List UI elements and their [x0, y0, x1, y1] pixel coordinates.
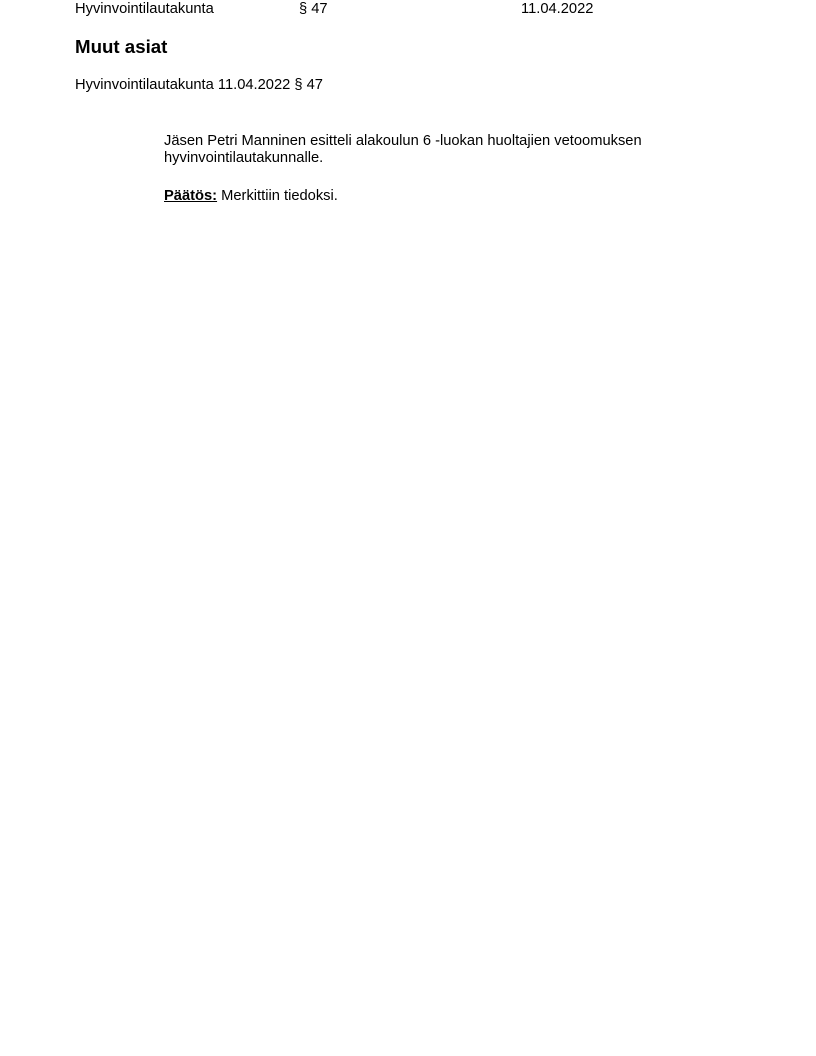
subject-line: Hyvinvointilautakunta 11.04.2022 § 47 [75, 77, 323, 93]
decision-label: Päätös: [164, 188, 218, 204]
section-title: Muut asiat [75, 36, 168, 57]
page-header-row [0, 1, 816, 19]
decision-text: Merkittiin tiedoksi. [221, 188, 338, 204]
header-committee-name: Hyvinvointilautakunta [75, 1, 214, 17]
header-date: 11.04.2022 [521, 1, 594, 17]
body-paragraph: Jäsen Petri Manninen esitteli alakoulun 6 -luokan huoltajien vetoomuksen hyvinvointilautakunnalle. [164, 133, 642, 166]
decision-line [164, 188, 338, 205]
header-section-number: § 47 [299, 1, 328, 17]
